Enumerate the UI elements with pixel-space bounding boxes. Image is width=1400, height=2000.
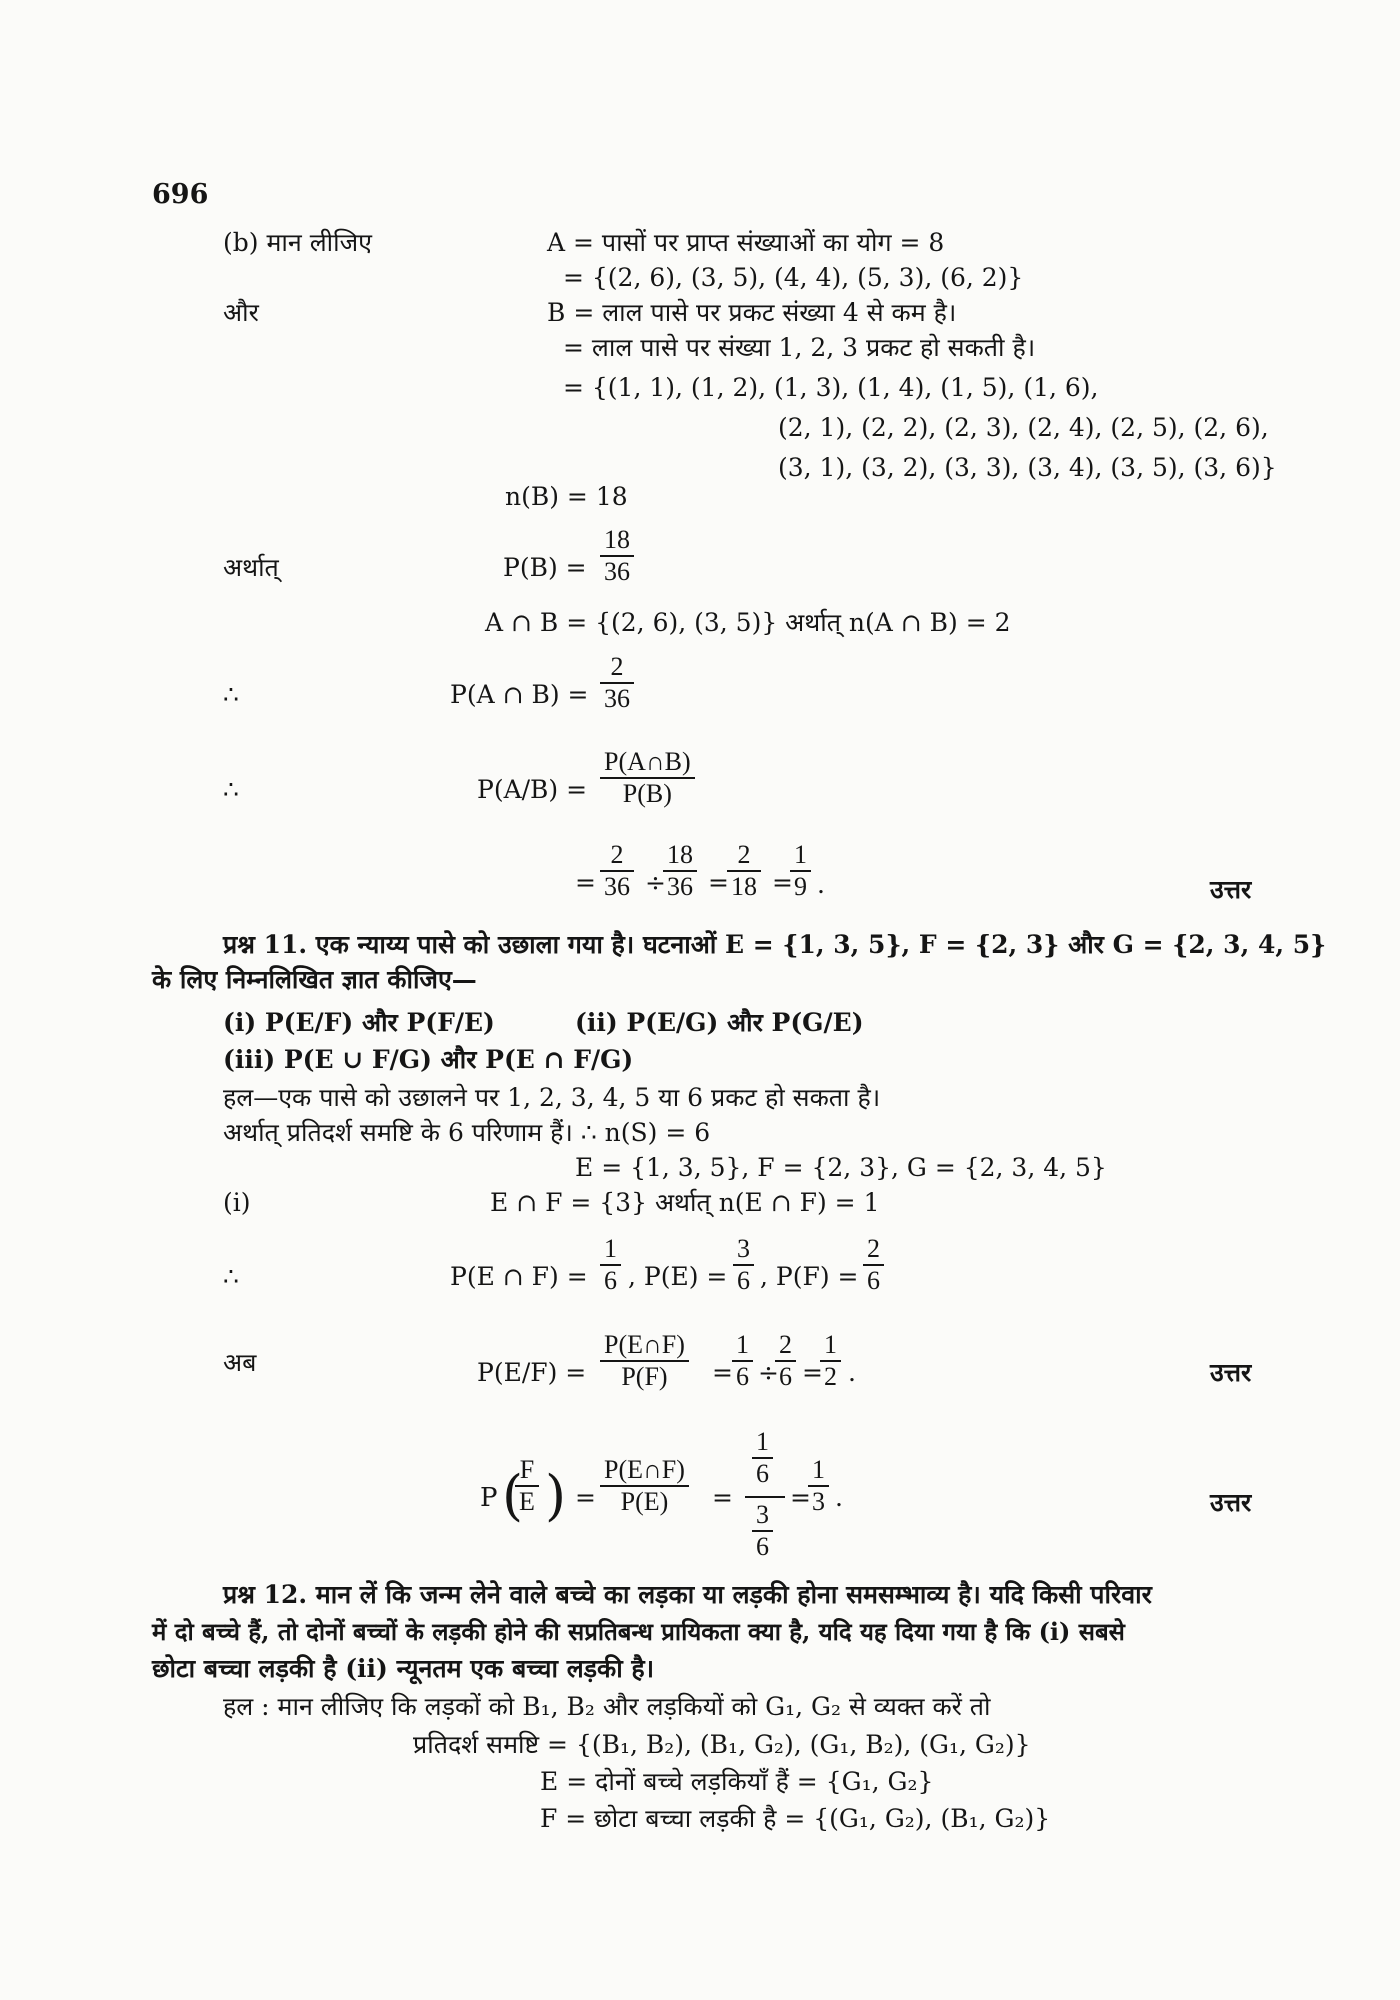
q12-line2: में दो बच्चे हैं, तो दोनों बच्चों के लड़की होने की सप्रतिबन्ध प्रायिकता क्या है, यदि यह दिया गया है कि (i) सबसे bbox=[152, 1617, 1125, 1646]
final-eq: = bbox=[575, 868, 596, 897]
q11-solution-2: अर्थात् प्रतिदर्श समष्टि के 6 परिणाम हैं। ∴ n(S) = 6 bbox=[223, 1118, 711, 1147]
p-f-den: 6 bbox=[867, 1266, 880, 1295]
page-number: 696 bbox=[152, 179, 209, 210]
and-word: और bbox=[223, 298, 259, 327]
p-f-lhs: , P(F) = bbox=[760, 1262, 859, 1291]
final-frac-3-den: 18 bbox=[731, 872, 757, 901]
b-set-row2: (2, 1), (2, 2), (2, 3), (2, 4), (2, 5), (2, 6), bbox=[778, 413, 1269, 442]
pef-r2 bbox=[775, 1330, 796, 1392]
p-b-den: 36 bbox=[604, 557, 630, 586]
answer-label-1: उत्तर bbox=[1210, 875, 1252, 904]
pfe-res-den: 3 bbox=[812, 1487, 825, 1516]
p-e-int-f-lhs: P(E ∩ F) = bbox=[450, 1262, 588, 1291]
pfe-res-num: 1 bbox=[812, 1455, 825, 1484]
pef-r1-num: 1 bbox=[736, 1330, 749, 1359]
final-frac-2-num: 18 bbox=[667, 840, 693, 869]
final-frac-1 bbox=[600, 840, 634, 902]
p-e-int-f-num: 1 bbox=[604, 1234, 617, 1263]
pfe-in-num: F bbox=[519, 1455, 535, 1484]
p-b-num: 18 bbox=[604, 525, 630, 554]
final-frac-3-num: 2 bbox=[737, 840, 751, 869]
q11-part-ii: (ii) P(E/G) और P(G/E) bbox=[575, 1008, 864, 1037]
p-f-num: 2 bbox=[867, 1234, 880, 1263]
p-e-given-f-lhs: P(E/F) = bbox=[477, 1358, 587, 1387]
p-e-given-f-fraction bbox=[600, 1330, 689, 1392]
p-f-given-e-p: P bbox=[480, 1483, 498, 1513]
pfe-dot: . bbox=[835, 1483, 843, 1512]
pfe-eq-1: = bbox=[575, 1483, 596, 1512]
q12-line1: प्रश्न 12. मान लें कि जन्म लेने वाले बच्चे का लड़का या लड़की होना समसम्भाव्य है। यदि किसी परिवार bbox=[223, 1580, 1152, 1609]
a-set: = {(2, 6), (3, 5), (4, 4), (5, 3), (6, 2)} bbox=[563, 263, 1024, 292]
pef-r1-den: 6 bbox=[736, 1362, 749, 1391]
q11-i-label: (i) bbox=[223, 1188, 251, 1217]
pfe-eq-2: = bbox=[712, 1483, 733, 1512]
final-dot: . bbox=[817, 870, 825, 899]
left-paren: ( bbox=[502, 1464, 524, 1527]
pef-dot: . bbox=[848, 1358, 856, 1387]
p-a-int-b-fraction bbox=[600, 652, 634, 714]
ab-label: अब bbox=[223, 1348, 257, 1377]
pef-r2-num: 2 bbox=[779, 1330, 792, 1359]
pfe-eq-3: = bbox=[790, 1483, 811, 1512]
n-b: n(B) = 18 bbox=[505, 482, 628, 511]
q12-solution-1: हल : मान लीजिए कि लड़कों को B₁, B₂ और लड़कियों को G₁, G₂ से व्यक्त करें तो bbox=[223, 1692, 991, 1721]
q11-line1: प्रश्न 11. एक न्याय्य पासे को उछाला गया है। घटनाओं E = {1, 3, 5}, F = {2, 3} और G = {2, 3, 4, 5} bbox=[223, 930, 1327, 959]
pfe-c-top-num: 1 bbox=[756, 1427, 769, 1456]
answer-label-3: उत्तर bbox=[1210, 1488, 1252, 1517]
pef-eq-1: = bbox=[712, 1358, 733, 1387]
b-definition: B = लाल पासे पर प्रकट संख्या 4 से कम है। bbox=[547, 298, 957, 327]
q11-sets: E = {1, 3, 5}, F = {2, 3}, G = {2, 3, 4, 5} bbox=[575, 1153, 1107, 1182]
p-e-den: 6 bbox=[737, 1266, 750, 1295]
b-set-row3: (3, 1), (3, 2), (3, 3), (3, 4), (3, 5), (3, 6)} bbox=[778, 453, 1277, 482]
pfe-den: P(E) bbox=[620, 1487, 669, 1516]
q11-line2: के लिए निम्नलिखित ज्ञात कीजिए— bbox=[152, 965, 477, 994]
compound-main-bar bbox=[745, 1496, 785, 1498]
q12-line3: छोटा बच्चा लड़की है (ii) न्यूनतम एक बच्चा लड़की है। bbox=[152, 1654, 655, 1683]
q11-part-iii: (iii) P(E ∪ F/G) और P(E ∩ F/G) bbox=[223, 1045, 634, 1074]
p-e-given-f-num: P(E∩F) bbox=[604, 1330, 685, 1359]
q12-e-definition: E = दोनों बच्चे लड़कियाँ हैं = {G₁, G₂} bbox=[540, 1767, 934, 1796]
p-a-int-b-den: 36 bbox=[604, 684, 630, 713]
pef-div: ÷ bbox=[758, 1358, 779, 1387]
p-e-int-f-den: 6 bbox=[604, 1266, 617, 1295]
e-intersect-f: E ∩ F = {3} अर्थात् n(E ∩ F) = 1 bbox=[490, 1188, 880, 1217]
arthat-label: अर्थात् bbox=[223, 553, 279, 582]
final-frac-2 bbox=[663, 840, 697, 902]
right-paren: ) bbox=[545, 1464, 567, 1527]
q11-solution-1: हल—एक पासे को उछालने पर 1, 2, 3, 4, 5 या 6 प्रकट हो सकता है। bbox=[223, 1083, 881, 1112]
pef-r2-den: 6 bbox=[779, 1362, 792, 1391]
pfe-result bbox=[808, 1455, 829, 1517]
p-f-given-e-inner-fraction bbox=[515, 1455, 539, 1517]
final-frac-2-den: 36 bbox=[667, 872, 693, 901]
a-intersect-b: A ∩ B = {(2, 6), (3, 5)} अर्थात् n(A ∩ B) = 2 bbox=[485, 608, 1011, 637]
pef-r3-num: 1 bbox=[824, 1330, 837, 1359]
b-set-row1: = {(1, 1), (1, 2), (1, 3), (1, 4), (1, 5), (1, 6), bbox=[563, 373, 1099, 402]
pef-r1 bbox=[732, 1330, 753, 1392]
p-a-int-b-num: 2 bbox=[610, 652, 624, 681]
q11-part-i: (i) P(E/F) और P(F/E) bbox=[223, 1008, 495, 1037]
p-e-lhs: , P(E) = bbox=[628, 1262, 728, 1291]
p-e-fraction bbox=[733, 1234, 754, 1296]
pef-eq-2: = bbox=[802, 1358, 823, 1387]
p-e-given-f-den: P(F) bbox=[621, 1362, 668, 1391]
pfe-c-top-den: 6 bbox=[756, 1459, 769, 1488]
final-eq-3: = bbox=[772, 868, 793, 897]
answer-label-2: उत्तर bbox=[1210, 1358, 1252, 1387]
therefore-symbol-3: ∴ bbox=[223, 1262, 239, 1291]
p-a-given-b-fraction bbox=[600, 747, 695, 809]
p-b-fraction bbox=[600, 525, 634, 587]
p-a-int-b-lhs: P(A ∩ B) = bbox=[450, 680, 589, 709]
pfe-num: P(E∩F) bbox=[604, 1455, 685, 1484]
therefore-symbol-2: ∴ bbox=[223, 775, 239, 804]
p-a-given-b-lhs: P(A/B) = bbox=[477, 775, 588, 804]
q12-sample-space: प्रतिदर्श समष्टि = {(B₁, B₂), (B₁, G₂), (G₁, B₂), (G₁, G₂)} bbox=[413, 1730, 1031, 1759]
pfe-c-bot-den: 6 bbox=[756, 1532, 769, 1561]
pfe-compound-bottom bbox=[752, 1500, 773, 1562]
final-frac-4 bbox=[790, 840, 811, 902]
final-frac-4-num: 1 bbox=[794, 840, 807, 869]
p-a-given-b-den: P(B) bbox=[622, 779, 672, 808]
p-a-given-b-num: P(A∩B) bbox=[604, 747, 691, 776]
pef-r3-den: 2 bbox=[824, 1362, 837, 1391]
p-f-given-e-fraction bbox=[600, 1455, 689, 1517]
final-frac-1-den: 36 bbox=[604, 872, 630, 901]
q12-f-definition: F = छोटा बच्चा लड़की है = {(G₁, G₂), (B₁, G₂)} bbox=[540, 1804, 1051, 1833]
final-frac-4-den: 9 bbox=[794, 872, 807, 901]
final-eq-2: = bbox=[708, 868, 729, 897]
b-label: (b) मान लीजिए bbox=[223, 228, 372, 257]
final-frac-3 bbox=[727, 840, 761, 902]
p-e-int-f-fraction bbox=[600, 1234, 621, 1296]
p-f-fraction bbox=[863, 1234, 884, 1296]
a-definition: A = पासों पर प्राप्त संख्याओं का योग = 8 bbox=[547, 228, 945, 257]
final-frac-1-num: 2 bbox=[610, 840, 624, 869]
final-div: ÷ bbox=[645, 868, 666, 897]
pfe-c-bot-num: 3 bbox=[756, 1500, 769, 1529]
therefore-symbol-1: ∴ bbox=[223, 680, 239, 709]
pef-r3 bbox=[820, 1330, 841, 1392]
pfe-in-den: E bbox=[519, 1487, 535, 1516]
pfe-compound-top bbox=[752, 1427, 773, 1489]
p-b-lhs: P(B) = bbox=[503, 553, 587, 582]
b-line2: = लाल पासे पर संख्या 1, 2, 3 प्रकट हो सकती है। bbox=[563, 333, 1036, 362]
p-e-num: 3 bbox=[737, 1234, 750, 1263]
